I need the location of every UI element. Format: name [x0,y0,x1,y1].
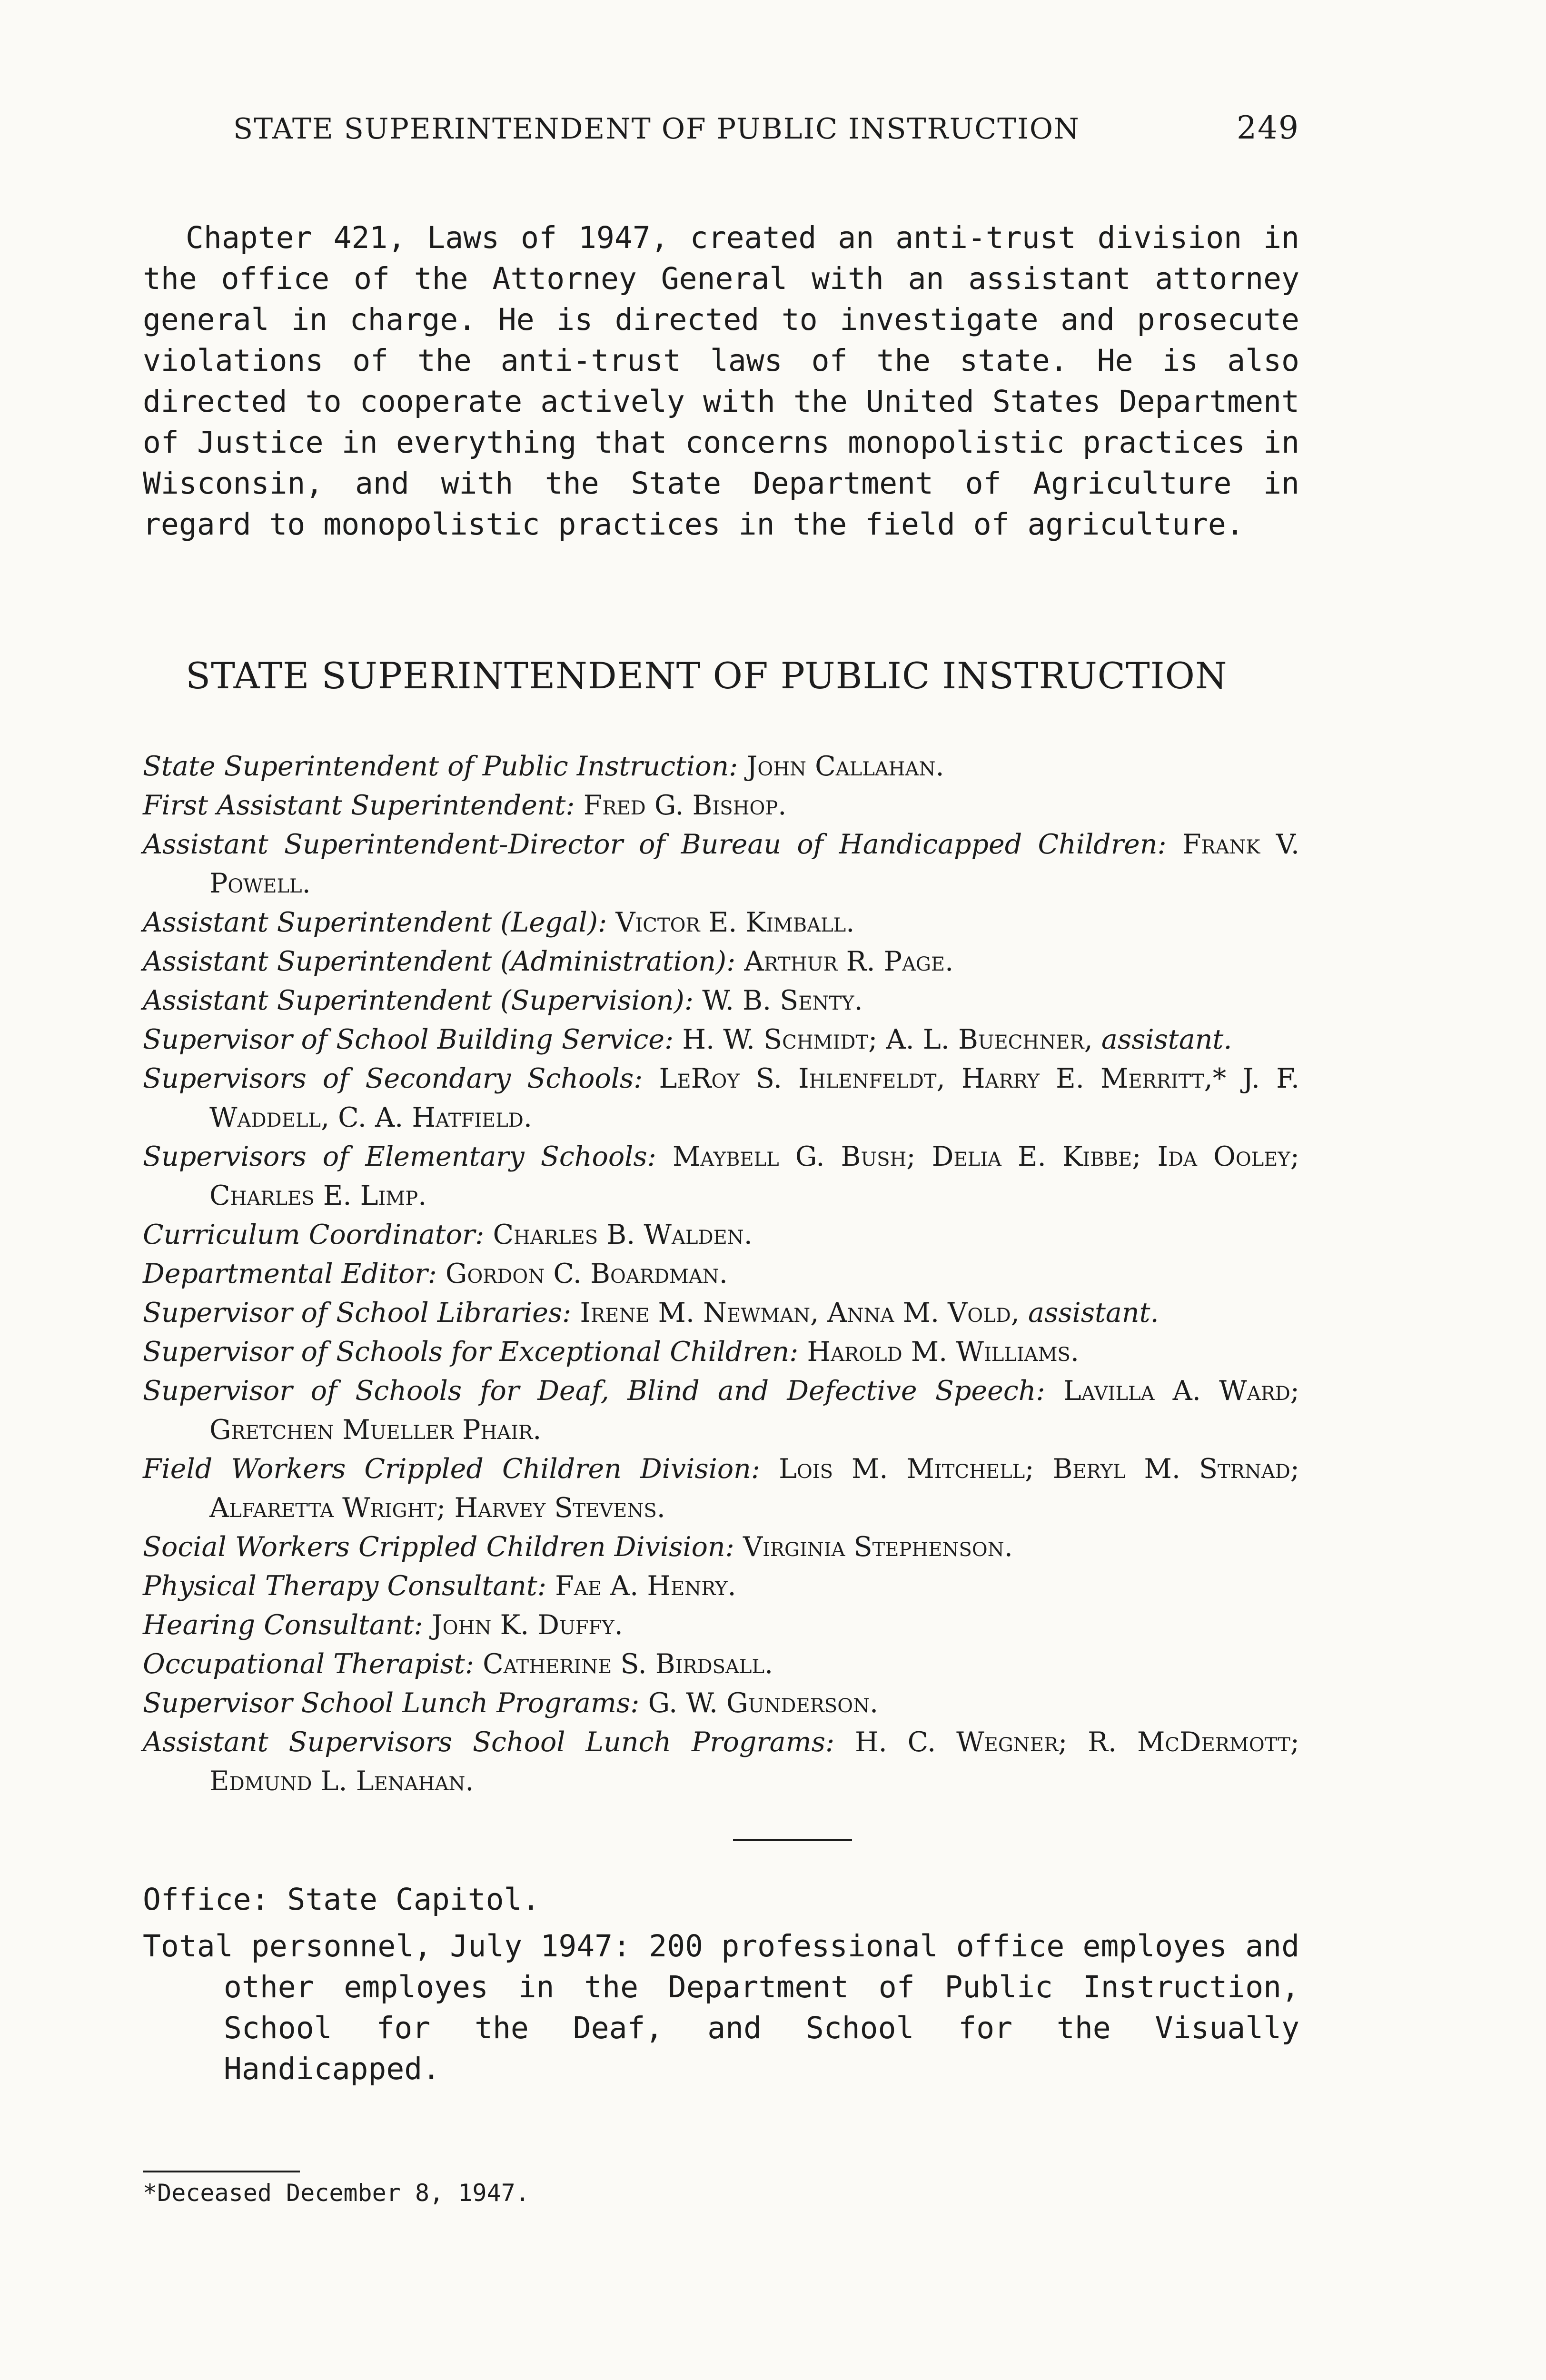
roster-entry [143,942,1299,981]
roster-entry [143,1254,1299,1293]
office-location: Office: State Capitol. [143,1882,540,1917]
roster-role: Departmental Editor: [143,1258,437,1289]
roster-names: Gordon C. Boardman. [445,1258,728,1289]
roster-names: Maybell G. Bush; Delia E. Kibbe; Ida Ooley; Charles E. Limp. [209,1141,1299,1211]
roster-names: Harold M. Williams. [807,1336,1080,1368]
roster-suffix: assistant. [1028,1297,1159,1329]
roster-role: Assistant Superintendent-Director of Bureau of Handicapped Children: [143,829,1167,860]
roster-names: H. W. Schmidt; A. L. Buechner, [682,1024,1093,1055]
roster-role: Assistant Supervisors School Lunch Programs: [143,1726,835,1758]
roster-entry [143,1567,1299,1606]
running-title: STATE SUPERINTENDENT OF PUBLIC INSTRUCTION [233,112,1080,146]
roster-role: First Assistant Superintendent: [143,790,575,821]
roster-entry [143,1527,1299,1567]
roster-role: Supervisor of Schools for Deaf, Blind and Defective Speech: [143,1375,1045,1407]
footnote: *Deceased December 8, 1947. [143,2179,530,2207]
roster-role: Assistant Superintendent (Administration): [143,946,736,977]
roster-role: State Superintendent of Public Instruction: [143,751,738,782]
page-number: 249 [1237,109,1299,146]
roster-entry [143,1137,1299,1215]
roster-role: Supervisors of Secondary Schools: [143,1063,643,1094]
roster-entry [143,1723,1299,1801]
roster-entry [143,903,1299,942]
roster-role: Supervisor School Lunch Programs: [143,1687,640,1719]
roster-names: H. C. Wegner; R. McDermott; Edmund L. Lenahan. [209,1726,1299,1797]
roster-role: Supervisor of School Libraries: [143,1297,572,1329]
footnote-rule [143,2171,300,2172]
roster-role: Assistant Superintendent (Legal): [143,907,607,938]
section-divider [733,1839,852,1841]
roster-entry [143,1449,1299,1527]
intro-paragraph: Chapter 421, Laws of 1947, created an anti-trust division in the office of the Attorney General with an assistant attorney general in charge. He is directed to investigate and prosecute violations of the anti-trust laws of the state. He is also directed to cooperate actively with the United States Department of Justice in everything that concerns monopolistic practices in Wisconsin, and with the State Department of Agriculture in regard to monopolistic practices in the field of agriculture. [143,220,1299,542]
roster-entry [143,1371,1299,1449]
roster-entry [143,1684,1299,1723]
roster-role: Assistant Superintendent (Supervision): [143,985,694,1016]
roster-names: Catherine S. Birdsall. [483,1648,773,1680]
roster-names: W. B. Senty. [702,985,863,1016]
staff-roster [143,747,1299,1801]
roster-entry [143,1215,1299,1254]
document-page [143,109,1299,2207]
roster-role: Hearing Consultant: [143,1609,423,1641]
roster-entry [143,1059,1299,1137]
roster-role: Curriculum Coordinator: [143,1219,485,1250]
office-info [143,1879,1299,2090]
roster-role: Occupational Therapist: [143,1648,475,1680]
roster-role: Supervisor of Schools for Exceptional Children: [143,1336,799,1368]
roster-role: Supervisor of School Building Service: [143,1024,674,1055]
roster-role: Supervisors of Elementary Schools: [143,1141,656,1172]
roster-names: Lois M. Mitchell; Beryl M. Strnad; Alfaretta Wright; Harvey Stevens. [209,1453,1300,1524]
roster-entry [143,1020,1299,1059]
roster-entry [143,1645,1299,1684]
roster-names: Victor E. Kimball. [615,907,855,938]
roster-entry [143,825,1299,903]
roster-names: Fred G. Bishop. [583,790,787,821]
roster-role: Social Workers Crippled Children Division: [143,1531,734,1563]
roster-names: Virginia Stephenson. [743,1531,1013,1563]
section-title: STATE SUPERINTENDENT OF PUBLIC INSTRUCTION [186,654,1228,697]
roster-entry [143,786,1299,825]
roster-role: Physical Therapy Consultant: [143,1570,547,1602]
roster-entry [143,747,1299,786]
roster-entry [143,1606,1299,1645]
roster-suffix: assistant. [1101,1024,1232,1055]
roster-names: Charles B. Walden. [493,1219,753,1250]
roster-names: Lavilla A. Ward; Gretchen Mueller Phair. [209,1375,1299,1446]
roster-entry [143,1332,1299,1371]
roster-role: Field Workers Crippled Children Division: [143,1453,761,1485]
roster-entry [143,1293,1299,1332]
roster-names: Arthur R. Page. [744,946,954,977]
roster-names: John Callahan. [746,751,944,782]
roster-names: Irene M. Newman, Anna M. Vold, [580,1297,1020,1329]
roster-names: Fae A. Henry. [555,1570,736,1602]
roster-entry [143,981,1299,1020]
personnel-total: Total personnel, July 1947: 200 professional office employes and other employes in the Department of Public Instruction, School for the Deaf, and School for the Visually Handicapped. [143,1929,1299,2086]
roster-names: G. W. Gunderson. [648,1687,879,1719]
roster-names: LeRoy S. Ihlenfeldt, Harry E. Merritt,* J. F. Waddell, C. A. Hatfield. [209,1063,1299,1133]
running-header [233,109,1299,146]
roster-names: John K. Duffy. [431,1609,623,1641]
roster-names: Frank V. Powell. [209,829,1300,899]
